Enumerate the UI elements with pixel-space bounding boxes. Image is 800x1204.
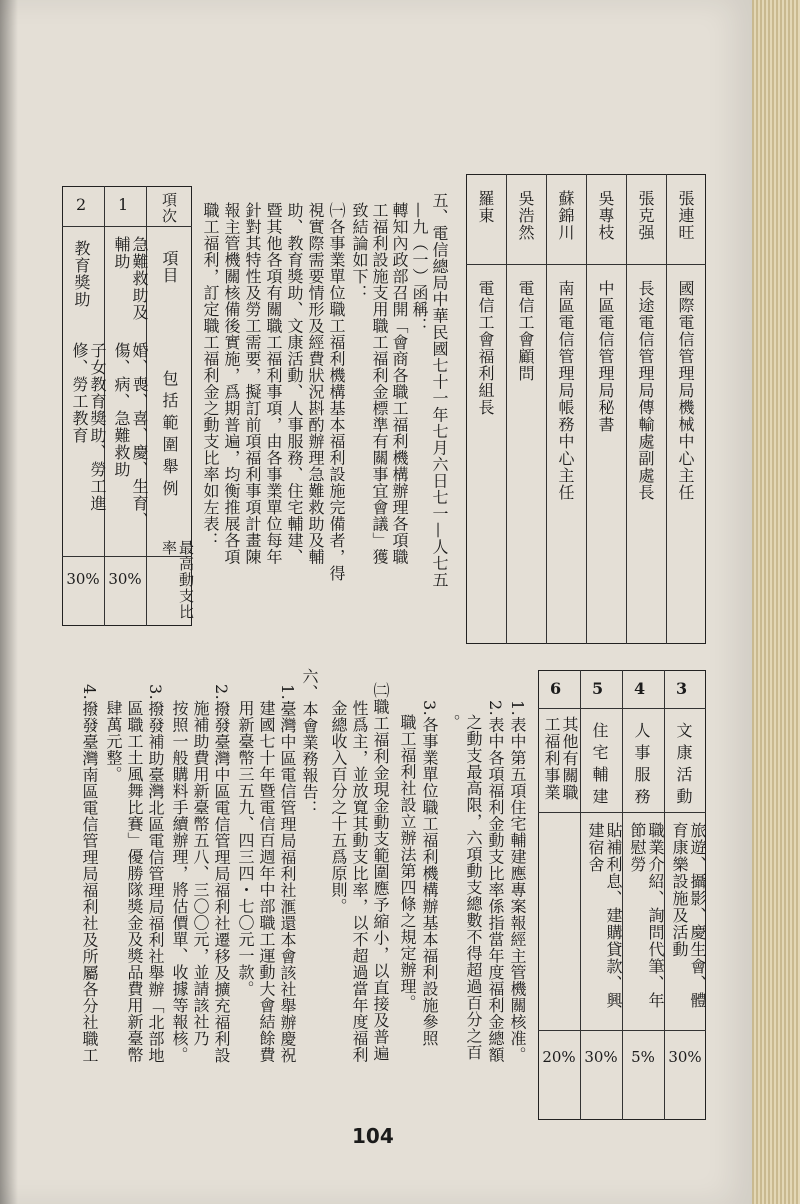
row-item: 急難救助及輔助 [112, 236, 149, 321]
member-title: 長途電信管理局傳輸處副處長 [636, 280, 655, 501]
row-item: 住宅輔建 [590, 722, 609, 810]
item2-line: 性爲主，並放寬其動支比率，以不超過當年度福利 [350, 700, 369, 1063]
header-item: 項目 [160, 250, 179, 284]
section6-line: 按照一般購料手續辦理，將估價單、收據等報核。 [170, 700, 189, 1063]
section6-line: 建國七十年暨電信百週年中部職工運動大會結餘費 [257, 700, 276, 1063]
section6-line: 4.撥發臺灣南區電信管理局福利社及所屬各分社職工 [80, 684, 99, 1064]
row-scope: 子女教育獎助、勞工進修、勞工教育 [70, 342, 107, 512]
row-no: 1 [118, 195, 130, 214]
members-col-divider [546, 174, 547, 644]
member-title: 國際電信管理局機械中心主任 [676, 280, 695, 501]
row-scope: 婚、喪、喜、慶、生育、傷、病、急難救助 [112, 342, 149, 529]
section6-line: 用新臺幣三五九、四三四・七〇元一款。 [236, 700, 255, 997]
member-name: 蘇錦川 [556, 190, 575, 241]
row-rate: 5% [631, 1048, 655, 1066]
section5-line: 轉知內政部召開「會商各職工福利機構辦理各項職 [390, 202, 409, 565]
note-line: 。 [442, 714, 461, 731]
section5-line: 工福利設施支用職工福利金標準有關事宜會議」獲 [370, 202, 389, 565]
row-no: 5 [592, 679, 605, 698]
section6-line: 施補助費用新臺幣五八、三〇〇元，並請該社乃 [191, 700, 210, 1047]
item2-line: ㈡職工福利金現金動支範圍應予縮小，以直接及普遍 [371, 682, 390, 1062]
row-scope: 旅遊、攝影、慶生會、體育康樂設施及活動 [670, 822, 707, 1009]
members-col-divider [626, 174, 627, 644]
page-number: 104 [352, 1124, 394, 1148]
members-col-divider [666, 174, 667, 644]
section6-line: 區職工土風舞比賽」優勝隊獎金及獎品費用新臺幣 [125, 700, 144, 1063]
section5-line: 致結論如下： [350, 202, 369, 301]
item2-line: 金總收入百分之十五爲原則。 [329, 700, 348, 915]
note-line: 2.表中各項福利金動支比率係指當年度福利金總額 [486, 700, 505, 1063]
member-title: 中區電信管理局秘書 [596, 280, 615, 433]
row-scope: 職業介紹、詢問代筆、年節慰勞 [628, 822, 665, 1009]
row-item: 文康活動 [674, 722, 693, 810]
item1-line: 暨其他各項有關職工福利事項，由各事業單位每年 [264, 202, 283, 565]
item1-line: 職工福利，訂定職工福利金之動支比率如左表： [201, 202, 220, 549]
item1-line: 助、教育獎助、文康活動、人事服務、住宅輔建、 [285, 202, 304, 565]
member-name: 吳專枝 [596, 190, 615, 241]
row-no: 6 [550, 679, 563, 698]
header-no: 項次 [160, 192, 178, 224]
member-name: 張連旺 [676, 190, 695, 241]
member-title: 電信工會福利組長 [476, 280, 495, 416]
header-rate: 最高動支比率 [160, 540, 195, 620]
member-name: 張克强 [636, 190, 655, 241]
section6-heading: 六、本會業務報告： [300, 668, 319, 817]
section6-line: 肆萬元整。 [104, 700, 123, 783]
row-rate: 30% [584, 1048, 618, 1066]
section5-heading: 五、電信總局中華民國七十一年七月六日七一—人七五 [430, 192, 449, 588]
member-title: 電信工會顧問 [516, 280, 535, 382]
note-line: 1.表中第五項住宅輔建應專案報經主管機關核准。 [508, 700, 527, 1063]
row-rate: 30% [66, 570, 100, 588]
table-divider [580, 670, 581, 1120]
section6-line: 2.撥發臺灣中區電信管理局福利社遷移及擴充福利設 [212, 684, 231, 1064]
note-line: 3.各事業單位職工福利機構辦基本福利設施參照 [420, 700, 439, 1047]
row-no: 2 [76, 195, 88, 214]
binding-shadow [0, 0, 18, 1204]
section6-line: 1.臺灣中區電信管理局福利社滙還本會該社舉辦慶祝 [278, 684, 297, 1064]
member-name: 吳浩然 [516, 190, 535, 241]
row-item: 教育獎助 [72, 240, 91, 308]
row-no: 3 [676, 679, 689, 698]
row-no: 4 [634, 679, 647, 698]
row-item: 人事服務 [632, 722, 651, 810]
member-title: 南區電信管理局帳務中心主任 [556, 280, 575, 501]
section5-line: —九（一）函稱： [410, 202, 429, 334]
table-divider [62, 226, 192, 227]
item1-line: 報主管機關核備後實施，爲期普遍，均衡推展各項 [222, 202, 241, 565]
item1-line: ㈠各事業單位職工福利機構基本福利設施完備者，得 [327, 202, 346, 582]
members-col-divider [586, 174, 587, 644]
item1-line: 視實際需要情形及經費狀況斟酌辦理急難救助及輔 [306, 202, 325, 565]
item1-line: 針對其特性及勞工需要，擬訂前項福利事項計畫陳 [243, 202, 262, 565]
book-page-edges [752, 0, 800, 1204]
header-scope: 包括範圍舉例 [160, 370, 179, 502]
member-name: 羅東 [476, 190, 495, 224]
members-col-divider [506, 174, 507, 644]
note-line: 職工福利社設立辦法第四條之規定辦理。 [398, 714, 417, 1011]
row-rate: 30% [668, 1048, 702, 1066]
row-rate: 30% [108, 570, 142, 588]
note-line: 之動支最高限，六項動支總數不得超過百分之百 [464, 714, 483, 1061]
row-rate: 20% [542, 1048, 576, 1066]
row-scope: 貼補利息、建購貸款、興建宿舍 [586, 822, 623, 1009]
row-item: 其他有關職工福利事業 [542, 716, 579, 801]
section6-line: 3.撥發補助臺灣北區電信管理局福利社舉辦「北部地 [146, 684, 165, 1064]
